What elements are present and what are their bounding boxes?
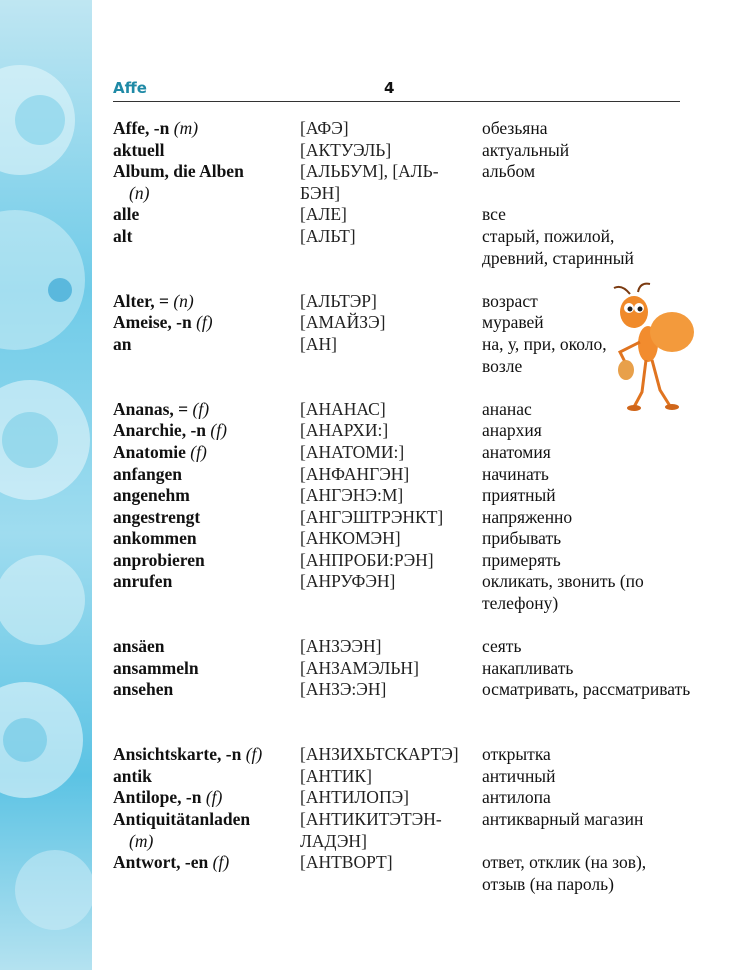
transcription: [АНЗЭ:ЭН] [300, 679, 387, 700]
transcription: [АНГЭНЭ:М] [300, 485, 404, 506]
entry [113, 766, 693, 788]
entry [113, 658, 693, 680]
entry [113, 140, 693, 162]
page-header [113, 79, 680, 102]
translation: возраст [482, 290, 538, 311]
transcription: [АНТИКИТЭТЭН-ЛАДЭН] [300, 809, 442, 851]
entry [113, 852, 693, 917]
transcription: [АМАЙЗЭ] [300, 312, 386, 333]
entry [113, 809, 693, 852]
german-word: ansäen [113, 636, 165, 657]
entry [113, 204, 693, 226]
translation: анархия [482, 420, 542, 441]
transcription: [АНАРХИ:] [300, 420, 389, 441]
german-word: Ameise, -n (f) [113, 312, 213, 333]
transcription: [АНАТОМИ:] [300, 441, 405, 462]
translation: ответ, отклик (на зов), отзыв (на пароль) [482, 852, 647, 894]
translation: примерять [482, 549, 561, 570]
german-word: Antiquitätanladen (m) [113, 809, 251, 851]
translation: прибывать [482, 528, 562, 549]
translation: антилопа [482, 787, 551, 808]
translation: анатомия [482, 441, 551, 462]
translation: окликать, звонить (по телефону) [482, 571, 644, 614]
entry [113, 679, 693, 722]
transcription: [АФЭ] [300, 118, 349, 138]
german-word: anrufen [113, 571, 173, 592]
translation: актуальный [482, 139, 570, 160]
german-word: alle [113, 204, 140, 225]
german-word: Antwort, -en (f) [113, 852, 230, 873]
transcription: [АНТИЛОПЭ] [300, 787, 409, 808]
guide-word: Affe [113, 79, 147, 97]
transcription: [АНГЭШТРЭНКТ] [300, 506, 444, 527]
page-number: 4 [384, 79, 395, 97]
german-word: Ananas, = (f) [113, 398, 210, 419]
german-word: angestrengt [113, 506, 201, 527]
transcription: [АЛЕ] [300, 204, 347, 225]
dictionary-entries [113, 118, 693, 917]
translation: приятный [482, 485, 556, 506]
transcription: [АКТУЭЛЬ] [300, 139, 392, 160]
german-word: ansehen [113, 679, 174, 700]
german-word: an [113, 333, 132, 354]
bubbles-decoration [0, 0, 92, 970]
entry [113, 420, 693, 442]
entry [113, 636, 693, 658]
entry [113, 485, 693, 507]
transcription: [АНТВОРТ] [300, 852, 393, 873]
german-word: antik [113, 765, 152, 786]
german-word: Antilope, -n (f) [113, 787, 223, 808]
ant-icon [600, 282, 700, 417]
translation: все [482, 204, 506, 225]
german-word: angenehm [113, 485, 190, 506]
transcription: [АНАНАС] [300, 398, 386, 419]
transcription: [АЛЬБУМ], [АЛЬ-БЭН] [300, 161, 439, 203]
german-word: Affe, -n (m) [113, 118, 199, 138]
entry [113, 161, 693, 204]
entry [113, 464, 693, 486]
transcription: [АЛЬТ] [300, 225, 356, 246]
transcription: [АНПРОБИ:РЭН] [300, 549, 434, 570]
german-word: ansammeln [113, 657, 199, 678]
translation: накапливать [482, 657, 574, 678]
german-word: Anatomie (f) [113, 441, 207, 462]
translation: античный [482, 765, 556, 786]
entry [113, 507, 693, 529]
entry [113, 118, 693, 140]
entry [113, 528, 693, 550]
german-word: Alter, = (n) [113, 290, 194, 311]
transcription: [АНФАНГЭН] [300, 463, 410, 484]
german-word: anprobieren [113, 549, 205, 570]
entry [113, 442, 693, 464]
decorative-sidebar [0, 0, 92, 970]
translation: на, у, при, около, возле [482, 333, 607, 376]
transcription: [АНЗЭЭН] [300, 636, 382, 657]
translation: ананас [482, 398, 532, 419]
german-word: aktuell [113, 139, 165, 160]
translation: муравей [482, 312, 544, 333]
entry [113, 571, 693, 614]
translation: сеять [482, 636, 522, 657]
transcription: [АНТИК] [300, 765, 372, 786]
translation: старый, пожилой, древний, старинный [482, 225, 634, 268]
transcription: [АЛЬТЭР] [300, 290, 377, 311]
translation: альбом [482, 161, 536, 182]
transcription: [АН] [300, 333, 337, 354]
translation: антикварный магазин [482, 809, 644, 830]
translation: осматривать, рассматривать [482, 679, 691, 700]
transcription: [АНЗИХЬТСКАРТЭ] [300, 744, 459, 765]
german-word: alt [113, 225, 133, 246]
entry [113, 744, 693, 766]
translation: напряженно [482, 506, 573, 527]
entry [113, 787, 693, 809]
german-word: ankommen [113, 528, 197, 549]
transcription: [АНРУФЭН] [300, 571, 396, 592]
transcription: [АНКОМЭН] [300, 528, 401, 549]
german-word: anfangen [113, 463, 183, 484]
german-word: Anarchie, -n (f) [113, 420, 227, 441]
translation: начинать [482, 463, 549, 484]
translation: обезьяна [482, 118, 548, 138]
german-word: Album, die Alben (n) [113, 161, 244, 203]
translation: открытка [482, 744, 551, 765]
entry [113, 550, 693, 572]
transcription: [АНЗАМЭЛЬН] [300, 657, 419, 678]
german-word: Ansichtskarte, -n (f) [113, 744, 263, 765]
